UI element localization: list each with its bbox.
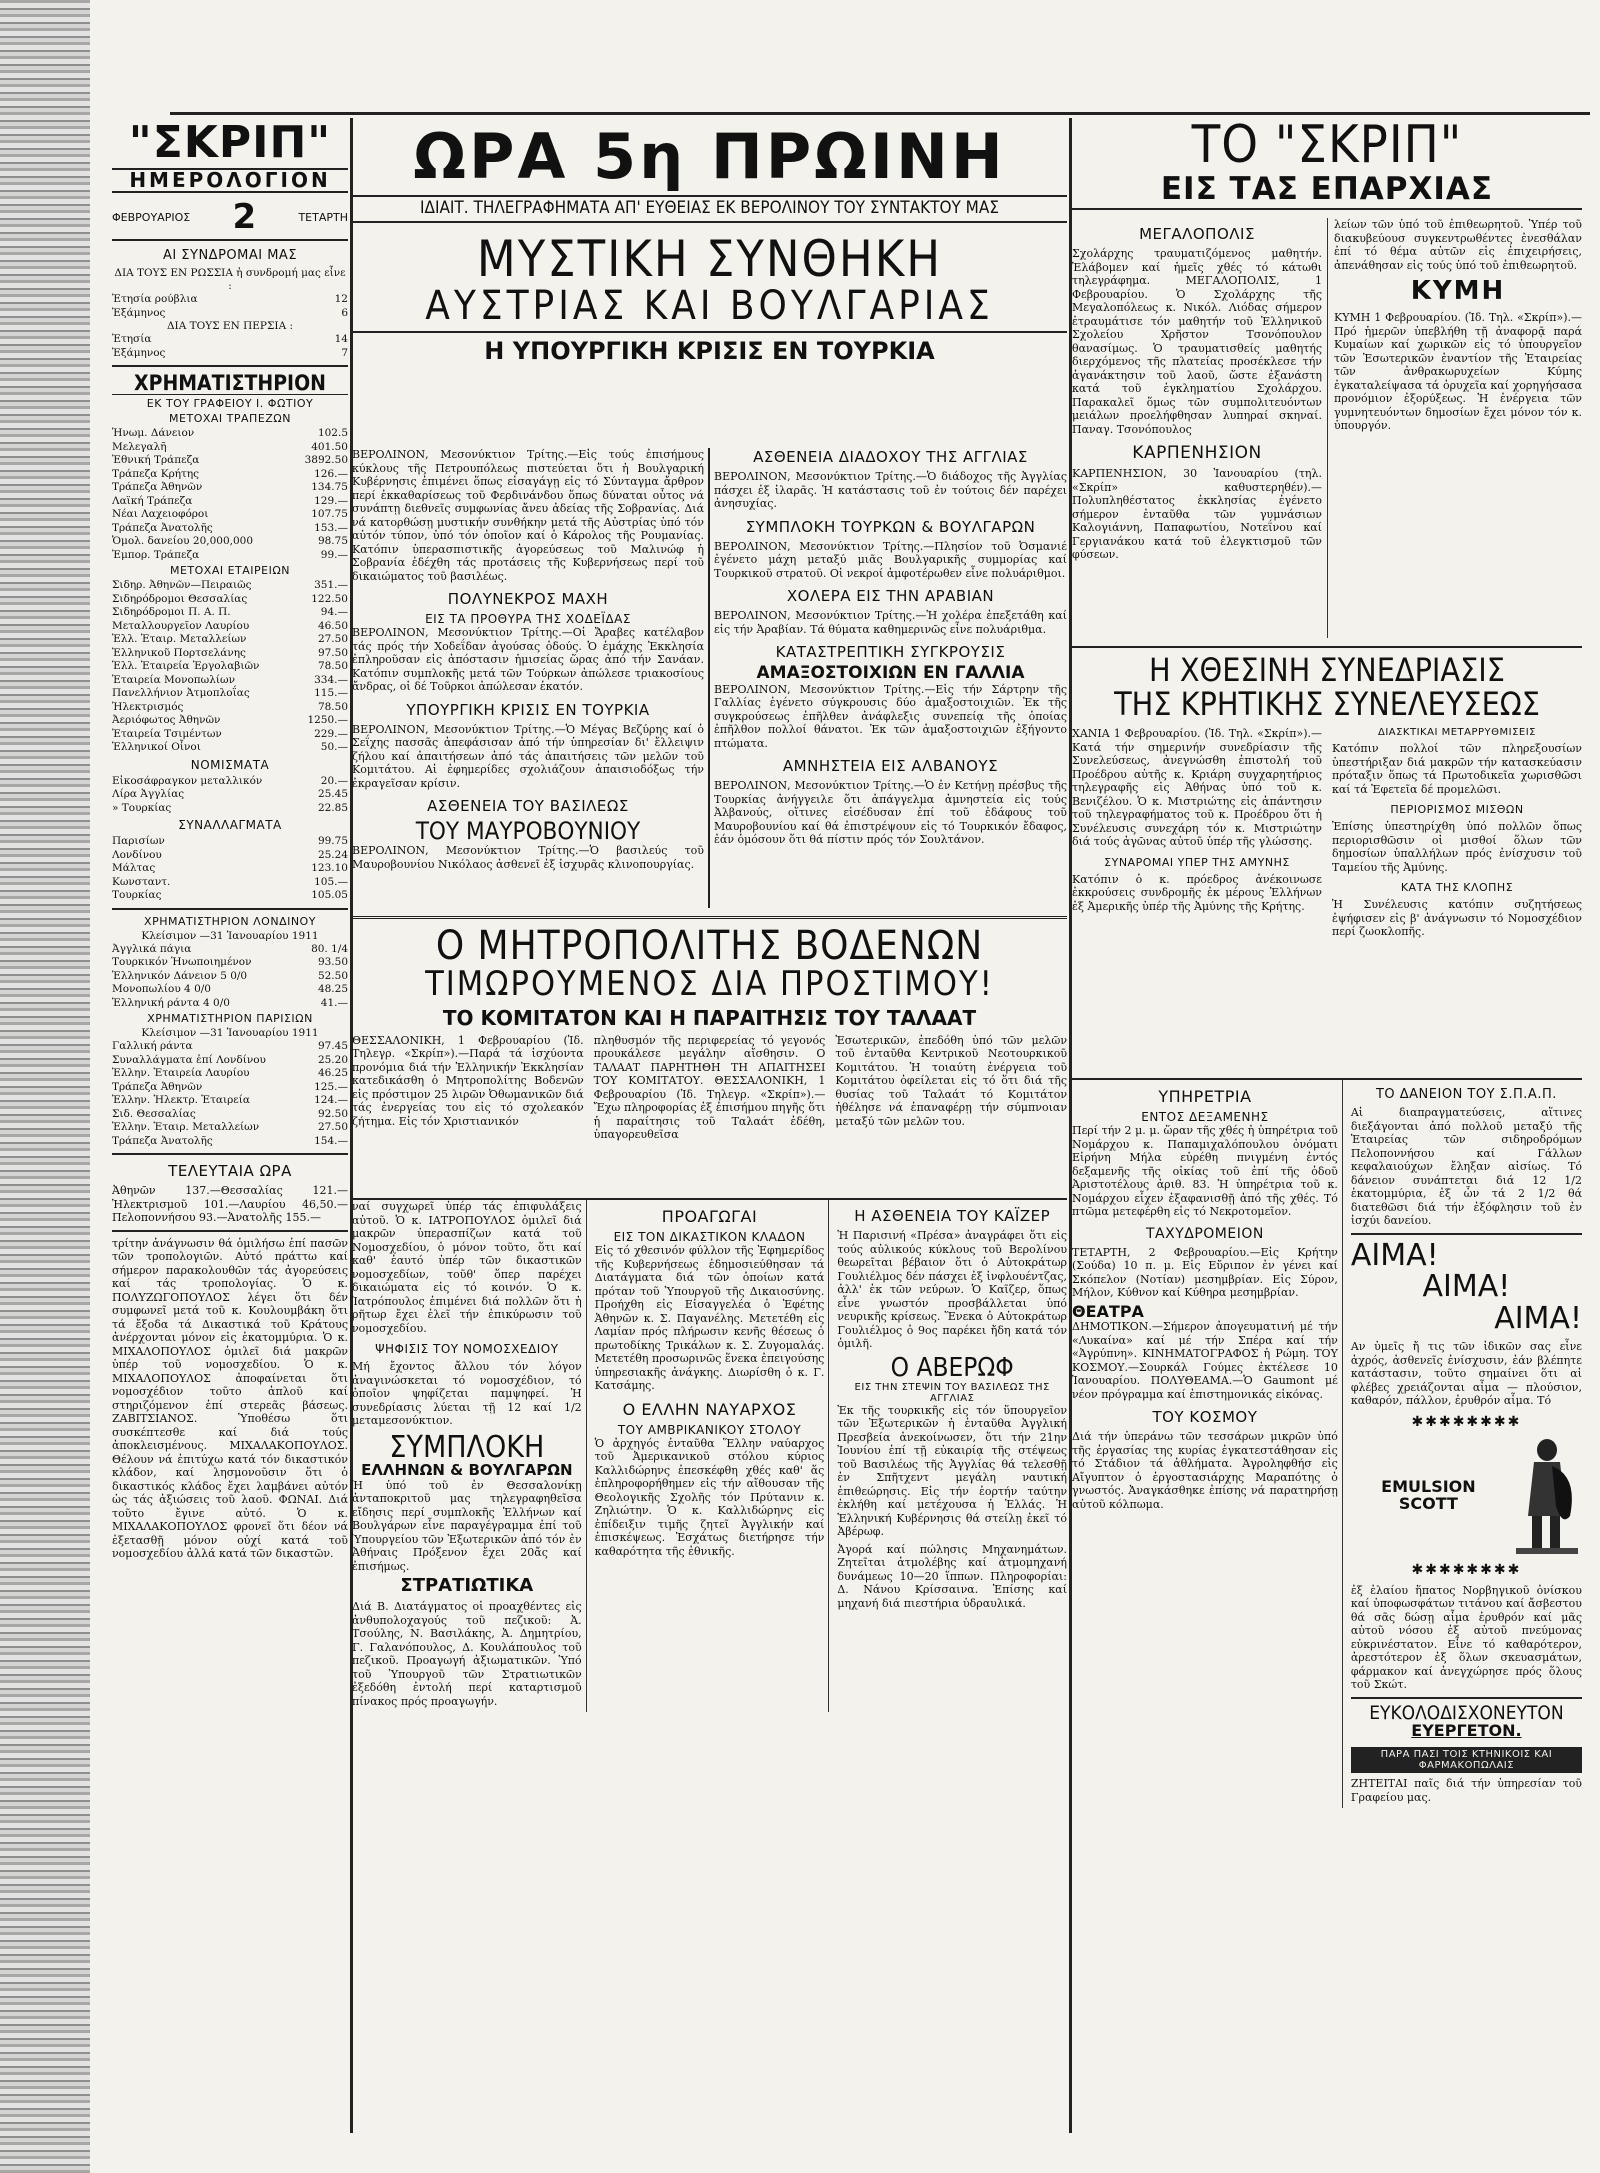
price-row: [112, 454, 348, 468]
price-value: 334.—: [314, 673, 348, 686]
price-row: [112, 1121, 348, 1135]
price-label: Νέαι Λαχειοφόροι: [112, 508, 209, 521]
promotions-subtitle: ΕΙΣ ΤΟΝ ΔΙΚΑΣΤΙΚΟΝ ΚΛΑΔΟΝ: [613, 1230, 806, 1244]
price-label: Μονοπωλίου 4 0/0: [112, 983, 211, 996]
metropolitan-text-1: ΘΕΣΣΑΛΟΝΙΚΗ, 1 Φεβρουαρίου (Ἰδ. Τηλεγρ. «Σκρίπ»).—Παρά τά ἰσχύοντα προνόμια διά τήν Ἑλληνικήν Ἐκκλησίαν κατεδικάσθη ὁ Μητροπολίτης Βοδενῶν εἰς πρόστιμον 25 λιρῶν Ὀθωμανικῶν διά τάς ἐνεργείας του εἰς τό σχολεακόν ζήτημα. Εἰς τόν Χριστιανικόν: [352, 1033, 584, 1128]
subscriptions-title: ΑΙ ΣΥΝΔΡΟΜΑΙ ΜΑΣ: [162, 248, 298, 264]
metropolitan-block: [352, 916, 1067, 1146]
price-value: 125.—: [314, 1080, 348, 1093]
reforms-text: Κατόπιν πολλοί τῶν πληρεξουσίων ὑπεστήριξαν διά μακρῶν τήν κατασκεύασιν πρόταξιν ὅπως τά Πρωτοδικεῖα χωρισθῶσι καί τά Ἐφετεῖα δέ προμελῶσι.: [1332, 742, 1582, 796]
price-value: 80. 1/4: [311, 942, 348, 955]
train-crash-subtitle: ΑΜΑΞΟΣΤΟΙΧΙΩΝ ΕΝ ΓΑΛΛΙΑ: [756, 663, 1025, 683]
price-row: [112, 983, 348, 997]
parliament-text: τρίτην ἀνάγνωσιν θά ὁμιλήσω ἐπί πασῶν τῶν τροπολογιῶν. Αὐτό πράττω καί σήμερον παρακολουθῶν τάς ἀγορεύσεις καί τάς τροπολογίας. Ὁ κ. ΠΟΛΥΖΩΓΟΠΟΥΛΟΣ λέγει ὅτι δέν συμφωνεῖ μετά τοῦ κ. Κουλουμβάκη ὅτι τά ἔξοδα τά Δικαστικά τοῦ Κράτους ἀνέρχονται μόνον εἰς ἑκατομμύρια. Ὁ κ. ΜΙΧΑΛΟΠΟΥΛΟΣ ὁμιλεῖ διά μακρῶν ὑπέρ τοῦ νομοσχεδίου. Ὁ κ. ΜΙΧΑΛΟΠΟΥΛΟΣ ἀποφαίνεται ὅτι νομοσχέδιον τοῦτο ἁπλοῦ καί στηριζόμενον ἐπί στερεᾶς βάσεως. ΖΑΒΙΤΣΙΑΝΟΣ. Ὑποθέσω ὅτι συσκέπτεσθε καί διά τούς ἀποκλεισμένους. ΜΙΧΑΛΑΚΟΠΟΥΛΟΣ. Θέλουν νά ἐπιτύχω κατά τόν δικαστικόν κλάδον, καί λησμονοῦσιν ὅτι ὁ δικαστικός κλάδος ἔχει λαμβάνει αὐτόν ὡς τάς ἀξιώσεις τοῦ λαοῦ. ΦΩΝΑΙ. Διά τοῦτο ἔγινε αὐτό. Ὁ κ. ΜΙΧΑΛΑΚΟΠΟΥΛΟΣ φρονεῖ ὅτι δέον νά ἐξετασθῇ μόνον οὐχί κατά τοῦ νομοσχεδίου ἀλλά κατά τῶν δικαστῶν.: [112, 1236, 348, 1561]
coins-table: [112, 775, 348, 816]
price-value: 25.45: [317, 788, 348, 801]
cholera-text: ΒΕΡΟΛΙΝΟΝ, Μεσονύκτιον Τρίτης.—Ἡ χολέρα ἐπεξετάθη καί εἰς τήν Ἀραβίαν. Τά θύματα καθημερινῶς εἶνε πολυάριθμα.: [714, 609, 1067, 636]
calendar-subtitle: ΗΜΕΡΟΛΟΓΙΟΝ: [112, 168, 348, 193]
scott-ad-text: ἐξ ἐλαίου ἥπατος Νορβηγικοῦ ὀνίσκου καί ὑποφωσφάτων τιτάνου καί ἄσβεστου θά σᾶς δώσῃ αἷμα ἐρυθρόν καί μᾶς αὐτοῦ νόσου ἐξ αὐτοῦ πνεύμονας εὐκρινέστατον. Εἶνε τό καθαρότερον, ἀρεστότερον ἐξ ὅλων σκευασμάτων, φάρμακον καί ἀνεγχώρησε πρός ὅλους τοῦ Σκώτ.: [1350, 1583, 1582, 1691]
ad-blood-3: ΑΙΜΑ!: [1494, 1300, 1582, 1336]
price-row: [112, 606, 348, 620]
metropolitan-text-3: Ἐσωτερικῶν, ἐπεδόθη ὑπό τῶν μελῶν τοῦ ἐνταῦθα Κεντρικοῦ Νεοτουρκικοῦ Κομιτάτου. Ἡ τοιαύτη ἐνέργεια τοῦ Κομιτάτου ὀφείλεται εἰς τό ὅτι διά τῆς θυσίας τοῦ Ταλαάτ τό Κομιτάτον ἠθέλησε νά ἐπαναφέρῃ τήν σύμπνοιαν μεταξύ τῶν μελῶν του.: [835, 1033, 1067, 1128]
post-text: ΤΕΤΑΡΤΗ, 2 Φεβρουαρίου.—Εἰς Κρήτην (Σούδα) 10 π. μ. Εἰς Εὔριπον ἐν γένει καί Σκόπελον (Νοτίαν) μεσημβρίαν. Εἰς Σύρον, Μήλον, Κύθνον καί Κύθηρα μεσημβρίαν.: [1072, 1245, 1338, 1299]
amnesty-title: ΑΜΝΗΣΤΕΙΑ ΕΙΣ ΑΛΒΑΝΟΥΣ: [782, 757, 999, 776]
promotions-title: ΠΡΟΑΓΩΓΑΙ: [661, 1207, 758, 1226]
admiral-text: Ὁ ἀρχηγός ἐνταῦθα Ἕλλην ναύαρχος τοῦ Ἀμερικανικοῦ στόλου κύριος Καλλιδώρηνς ἐπεσκέφθη χθές καθ' ἅς ἐπληροφορήθημεν εἰς τήν αἴθουσαν τῆς Θεολογικῆς Σχολῆς τόν Πρύτανιν κ. Ζηλιώτην. Ὁ κ. Καλλιδώρηνς εἰς ἐπίδειξιν τιμῆς ζητεῖ Ἀγγλικήν καί ἐπισκέψεως. Ἐσχάτως διετήρησε τήν καθαρότητα τῆς ἐθνικῆς.: [594, 1436, 825, 1558]
price-value: 14: [334, 333, 348, 346]
price-label: Ἑταιρεία Μονοπωλίων: [112, 673, 235, 686]
price-label: Ἑλληνική ράντα 4 0/0: [112, 996, 230, 1009]
price-value: 105.—: [314, 875, 348, 888]
lower-col-1: [352, 1200, 587, 1712]
price-value: 46.50: [317, 619, 348, 632]
price-row: [112, 1040, 348, 1054]
provinces-lower-right: [1351, 1080, 1582, 1808]
main-headline: ΩΡΑ 5η ΠΡΩΙΝΗ: [413, 120, 1006, 193]
price-label: Ἐτησία: [112, 333, 152, 346]
headline-metropolitan: Ο ΜΗΤΡΟΠΟΛΙΤΗΣ ΒΟΔΕΝΩΝ: [435, 923, 984, 969]
price-row: [112, 481, 348, 495]
provinces-news: [1072, 218, 1582, 638]
theatres-title: ΘΕΑΤΡΑ: [1072, 1301, 1144, 1321]
price-label: Ἀεριόφωτος Ἀθηνῶν: [112, 714, 221, 727]
price-label: Ἑλλην. Ἑταιρεία Λαυρίου: [112, 1067, 250, 1080]
price-label: Μεταλλουργεῖον Λαυρίου: [112, 619, 250, 632]
maid-title: ΥΠΗΡΕΤΡΙΑ: [1158, 1087, 1252, 1106]
promotions-text: Εἰς τό χθεσινόν φύλλον τῆς Ἐφημερίδος τῆς Κυβερνήσεως ἐδημοσιεύθησαν τά Διατάγματα διά τῶν ὁποίων κατά πρόταν τοῦ Ὑπουργοῦ τῆς Δικαιοσύνης. Προήχθη εἰς Εἰσαγγελέα ὁ Ἐφέτης Ἀθηνῶν κ. Σ. Παγανέλης. Μετετέθη εἰς Λαμίαν πρός πλήρωσιν κενῆς θέσεως ὁ πρωτοδίκης Τρικάλων κ. Σ. Ζυγομαλάς. Μετετέθη προσωρινῶς ἕνεκα ἐπειγούσης ὑπηρεσιακῆς ἀνάγκης. Διωρίσθη ὁ κ. Γ. Κατσάμης.: [594, 1244, 825, 1392]
subscriptions-russia: ΔΙΑ ΤΟΥΣ ΕΝ ΡΩΣΣΙΑ ἡ συνδρομή μας εἶνε :: [114, 267, 346, 293]
cretan-text: ΧΑΝΙΑ 1 Φεβρουαρίου. (Ἰδ. Τηλ. «Σκρίπ»).—Κατά τήν σημερινήν συνεδρίασιν τῆς Συνελεύσεως, ἀνεγνώσθη ἐπιστολή τοῦ Προέδρου αὐτῆς κ. Κριάρη συγχαρητήριος τηλεγραφῆς εἰς Ἀθήνας ὑπό τοῦ κ. Βενιζέλου. Ὁ κ. Μιστριώτης εἰς ἀπάντησιν τοῦ τηλεγραφήματος τοῦ κ. Προέδρου ὅτι ἡ Συνέλευσις συνεχάρη τόν κ. Μιστριώτην διά τούς ἀγῶνας αὐτοῦ ὑπέρ τῆς γλώσσης.: [1072, 727, 1322, 849]
banks-title: ΜΕΤΟΧΑΙ ΤΡΑΠΕΖΩΝ: [169, 412, 291, 426]
london-title: ΧΡΗΜΑΤΙΣΤΗΡΙΟΝ ΛΟΝΔΙΝΟΥ: [144, 914, 316, 928]
price-value: 122.50: [311, 592, 348, 605]
price-row: [112, 788, 348, 802]
theatres-text: ΔΗΜΟΤΙΚΟΝ.—Σήμερον ἀπογευματινή μέ τήν «Λυκαίνα» καί μέ τήν Σπέρα καί τήν «Ἀγρύπνη». ΚΙΝΗΜΑΤΟΓΡΑΦΟΣ ἡ Ρώμη. ΤΟΥ ΚΟΣΜΟΥ.—Σουρκάλ Γούμες ἐκτέλεσε 10 Ἰανουαρίου. ΠΟΛΥΘΕΑΜΑ.—Ὁ Gaumont μέ νέον πρόγραμμα καί ἐπιστημονικάς εἰκόνας.: [1072, 1320, 1338, 1401]
king-illness-title: ΑΣΘΕΝΕΙΑ ΤΟΥ ΒΑΣΙΛΕΩΣ: [427, 797, 629, 815]
price-label: Εἰκοσάφραγκον μεταλλικόν: [112, 774, 263, 787]
price-row: [112, 1135, 348, 1149]
cretan-right: [1332, 727, 1582, 943]
price-label: Ἑλλ. Ἑταιρεία Ἐργολαβιῶν: [112, 660, 260, 673]
telegrams-left: [352, 448, 704, 875]
price-value: 97.45: [317, 1040, 348, 1053]
price-row: [112, 728, 348, 742]
amnesty-text: ΒΕΡΟΛΙΝΟΝ, Μεσονύκτιον Τρίτης.—Ὁ ἐν Κετήνῃ πρέσβυς τῆς Τουρκίας ἀνήγγειλε ὅτι ἀπάγγελμα ἀμνηστεία εἰς τούς Ἀλβανούς, οἵτινες εἰσέδυσαν ἐπί τοῦ ἐδάφους τοῦ Μαυροβουνίου καί θά ἐπιστρέψουν εἰς τό Τουρκικόν ἔδαφος, ἐάν ὁμόσουν ὅτι θά πίστιν πρός τόν Σουλτάνον.: [714, 779, 1067, 847]
headline-talaat: ΤΟ ΚΟΜΙΤΑΤΟΝ ΚΑΙ Η ΠΑΡΑΙΤΗΣΙΣ ΤΟΥ ΤΑΛΑΑΤ: [442, 1005, 977, 1030]
main-subheadline: ΙΔΙΑΙΤ. ΤΗΛΕΓΡΑΦΗΜΑΤΑ ΑΠ' ΕΥΘΕΙΑΣ ΕΚ ΒΕΡΟΛΙΝΟΥ ΤΟΥ ΣΥΝΤΑΚΤΟΥ ΜΑΣ: [352, 195, 1067, 223]
subscriptions-persia: ΔΙΑ ΤΟΥΣ ΕΝ ΠΕΡΣΙΑ :: [166, 320, 294, 333]
prince-illness-title: ΑΣΘΕΝΕΙΑ ΔΙΑΔΟΧΟΥ ΤΗΣ ΑΓΓΛΙΑΣ: [753, 448, 1028, 466]
price-row: [112, 970, 348, 984]
treaty-text: ΒΕΡΟΛΙΝΟΝ, Μεσονύκτιον Τρίτης.—Εἰς τούς ἐπισήμους κύκλους τῆς Πετρουπόλεως πιστεύεται ὅτι ἡ Βουλγαρική Κυβέρνησις ἐπιμένει ὅπως εἰσαγάγῃ εἰς τό Σύνταγμα ἄρθρον περί ἐκκαθαρίσεως τοῦ Φερδινάνδου ὅπως δύναται οὗτος νά συνάπτῃ διεθνεῖς συμφωνίας ἄνευ ἀδείας τῆς Σοβρανίας. Διά νά κατορθώσῃ μυστικήν συνθήκην μετά τῆς Αὐστρίας ὑπό τόν αὐτόν τύπον, ὑπό τόν ὁποῖον καί ὁ Κάρολος τῆς Ρουμανίας. Κατόπιν ὑπερασπιστικῆς ἀγορεύσεως τοῦ Μαλινώφ ἡ Σοβρανία ἐδέχθη τάς προτάσεις τῆς Κυβερνήσεως περί τοῦ δικαιώματος τοῦ βασιλέως.: [352, 448, 704, 583]
london-table: [112, 943, 348, 1011]
price-row: [112, 687, 348, 701]
price-value: 126.—: [314, 467, 348, 480]
price-row: [112, 775, 348, 789]
price-label: Συναλλάγματα ἐπί Λονδίνου: [112, 1053, 266, 1066]
provinces-lower: [1072, 1078, 1582, 1808]
megalopolis-title: ΜΕΓΑΛΟΠΟΛΙΣ: [1139, 225, 1255, 243]
calendar-date: [112, 195, 348, 241]
provinces-title: ΤΟ "ΣΚΡΙΠ": [1191, 118, 1463, 175]
karpenisi-text: ΚΑΡΠΕΝΗΣΙΟΝ, 30 Ἰανουαρίου (τηλ. «Σκρίπ» καθυστερηθέν).—Πολυπληθέστατος ἐκκλησίας ἐγένετο σήμερον ἐνταῦθα τῶν γυμνάσιων Καλογιάννη, Παπαφωτίου, Νοτεΐνου καί Γεργιανάκου κατά τοῦ ἐλεγκτισμοῦ τῶν φύσεων.: [1072, 467, 1322, 561]
cretan-headline-2: ΤΗΣ ΚΡΗΤΙΚΗΣ ΣΥΝΕΛΕΥΣΕΩΣ: [1114, 684, 1540, 723]
price-label: Σιδ. Θεσσαλίας: [112, 1107, 196, 1120]
ad-blood-2: ΑΙΜΑ!: [1422, 1269, 1511, 1304]
ad-ornament-2: ✱✱✱✱✱✱✱✱: [1411, 1561, 1522, 1578]
fx-title: ΣΥΝΑΛΛΑΓΜΑΤΑ: [178, 818, 282, 833]
scott-brand-2: SCOTT: [1398, 1493, 1458, 1513]
theft-text: Ἡ Συνέλευσις κατόπιν συζητήσεως ἐψήφισεν εἰς β' ἀνάγνωσιν τό Νομοσχέδιον περί ζωοκλοπῆς.: [1332, 898, 1582, 939]
vote-text: Μή ἔχοντος ἄλλου τόν λόγον ἀναγινώσκεται τό νομοσχέδιον, τό ὁποῖον ψηφίζεται παμψηφεί. Ἡ συνεδρίασις λύεται τῇ 12 καί 1/2 μεταμεσονύκτιον.: [352, 1360, 582, 1427]
cretan-left: [1072, 727, 1322, 943]
fisherman-figure-icon: [1512, 1436, 1582, 1556]
world-title: ΤΟΥ ΚΟΣΜΟΥ: [1152, 1408, 1258, 1427]
military-title: ΣΤΡΑΤΙΩΤΙΚΑ: [400, 1575, 534, 1597]
clash-title: ΣΥΜΠΛΟΚΗ ΤΟΥΡΚΩΝ & ΒΟΥΛΓΑΡΩΝ: [745, 517, 1036, 536]
price-value: 41.—: [320, 996, 348, 1009]
price-row: [112, 1054, 348, 1068]
price-value: 105.05: [311, 889, 348, 902]
salaries-title: ΠΕΡΙΟΡΙΣΜΟΣ ΜΙΣΘΩΝ: [1390, 803, 1524, 817]
price-row: [112, 741, 348, 755]
headline-secret-treaty: ΜΥΣΤΙΚΗ ΣΥΝΘΗΚΗ: [476, 229, 943, 288]
cretan-columns: [1072, 727, 1582, 943]
price-value: 94.—: [320, 606, 348, 619]
price-row: [112, 701, 348, 715]
price-row: [112, 593, 348, 607]
column-provinces: [1072, 118, 1582, 2133]
maid-text: Περί τήν 2 μ. μ. ὥραν τῆς χθές ἡ ὑπηρέτρια τοῦ Νομάρχου κ. Παπαμιχαλόπουλου ὀνόματι Εἰρήνη Μήλα εὑρέθη πνιγμένη ἐντός δεξαμενῆς τῆς οἰκίας τοῦ ἐπί τῆς ὁδοῦ Ἀριστοτέλους ἀριθ. 83. Ἡ ὑπηρέτρια τοῦ κ. Νομάρχου εἶχεν ἐξαφανισθῇ ἀπό τῆς χθές. Τό πτῶμα μετεφέρθη εἰς τό Νεκροτομεῖον.: [1072, 1124, 1338, 1218]
digestible-text: ΠΑΡΑ ΠΑΣΙ ΤΟΙΣ ΚΤΗΝΙΚΟΙΣ ΚΑΙ ΦΑΡΜΑΚΟΠΩΛΑΙΣ: [1351, 1747, 1582, 1773]
defense-title: ΣΥΝΑΡΟΜΑΙ ΥΠΕΡ ΤΗΣ ΑΜΥΝΗΣ: [1104, 855, 1290, 869]
price-label: Ἑξάμηνος: [112, 346, 166, 359]
companies-title: ΜΕΤΟΧΑΙ ΕΤΑΙΡΕΙΩΝ: [169, 564, 291, 578]
london-date: Κλείσιμον —31 Ἰανουαρίου 1911: [141, 929, 319, 942]
exchange-subtitle: ΕΚ ΤΟΥ ΓΡΑΦΕΙΟΥ Ι. ΦΩΤΙΟΥ: [146, 397, 314, 411]
price-value: 98.75: [317, 535, 348, 548]
price-value: 7: [341, 346, 348, 359]
price-label: Σιδηρόδρομοι Π. Α. Π.: [112, 606, 231, 619]
price-row: [112, 802, 348, 816]
price-value: 154.—: [314, 1134, 348, 1147]
turkey-crisis-text: ΒΕΡΟΛΙΝΟΝ, Μεσονύκτιον Τρίτης.—Ὁ Μέγας Βεζύρης καί ὁ Σεΐχης πασσᾶς ἀπεφάσισαν ἀπό τήν ὑπηρεσίαν δι' ἔλλειψιν ζήλου καί ἀπαιτήσεων ἀπό τάς ἀπαιτήσεις τῶν μελῶν τοῦ Κομιτάτου. Αἱ ἐφημερίδες σχολιάζουν ἀπαισιοδόξως τήν ἐκραγεῖσαν κρίσιν.: [352, 722, 704, 790]
headline-austria-bulgaria: ΑΥΣΤΡΙΑΣ ΚΑΙ ΒΟΥΛΓΑΡΙΑΣ: [352, 285, 1067, 333]
price-label: Μάλτας: [112, 862, 156, 875]
price-value: 129.—: [314, 494, 348, 507]
price-value: 3892.50: [304, 454, 348, 467]
price-row: [112, 579, 348, 593]
price-value: 27.50: [317, 1121, 348, 1134]
averof-text: Ἐκ τῆς τουρκικῆς εἰς τόν ὕπουργεῖον τῶν Ἐξωτερικῶν ἡ ἐνταῦθα Ἀγγλική Πρεσβεία ἀνεκοίνωσεν, ὅτι τήν 21ην Ἰουνίου ἐπί τῇ εὐκαιρίᾳ τῆς στέψεως τοῦ Βασιλέως τῆς Ἀγγλίας θά τελεσθῇ ἐν Σπῆτχεντ μεγάλη ναυτική ἐπιθεώρησις. Εἰς τήν ἑορτήν ταύτην ἐκλήθη καί μετέχουσα ἡ Ἑλλάς. Ἡ Ἑλληνική Κυβέρνησις θά στείλῃ ἐκεῖ τό Ἀβέρωφ.: [837, 1403, 1067, 1539]
turkey-crisis-title: ΥΠΟΥΡΓΙΚΗ ΚΡΙΣΙΣ ΕΝ ΤΟΥΡΚΙΑ: [406, 700, 650, 719]
loan-text: Αἱ διαπραγματεύσεις, αἵτινες διεξάγονται ἀπό πολλοῦ μεταξύ τῆς Ἑταιρείας τῶν σιδηροδρόμων Πελοποννήσου καί Γάλλων κεφαλαιούχων ἔληξαν αἰσίως. Τό δάνειον συνάπτεται διά 12 1/2 ἑκατομμύρια, ἐξ ὧν τά 2 1/2 θά διατεθῶσι διά τήν ἐξόφλησιν τοῦ ἐν ἰσχύι δανείου.: [1350, 1106, 1582, 1227]
price-label: Ἀγγλικά πάγια: [112, 942, 192, 955]
digestible-subtitle: ΕΥΕΡΓΕΤΟΝ.: [1411, 1721, 1522, 1741]
headline-fined: ΤΙΜΩΡΟΥΜΕΝΟΣ ΔΙΑ ΠΡΟΣΤΙΜΟΥ!: [425, 964, 994, 1004]
price-label: Ὁμολ. δανείου 20,000,000: [112, 535, 254, 548]
prince-illness-text: ΒΕΡΟΛΙΝΟΝ, Μεσονύκτιον Τρίτης.—Ὁ διάδοχος τῆς Ἀγγλίας πάσχει ἐξ ἰλαρᾶς. Ἡ κατάστασις τοῦ ἐν τούτοις δέν παρέχει ἀνησυχίας.: [714, 470, 1067, 510]
price-value: 102.5: [317, 427, 348, 440]
last-hour-title: ΤΕΛΕΥΤΑΙΑ ΩΡΑ: [168, 1162, 292, 1181]
price-row: [112, 674, 348, 688]
ad-ornament: ✱✱✱✱✱✱✱✱: [1411, 1413, 1522, 1430]
digestible-title: ΕΥΚΟΛΟΔΙΣΧΟΝΕΥΤΟΝ: [1369, 1701, 1564, 1724]
cretan-headline-1: Η ΧΘΕΣΙΝΗ ΣΥΝΕΔΡΙΑΣΙΣ: [1149, 651, 1505, 689]
price-value: 401.50: [311, 440, 348, 453]
price-row: [112, 495, 348, 509]
price-label: Ἐμπορ. Τράπεζα: [112, 548, 200, 561]
column-stock-exchange: [112, 118, 348, 2133]
cretan-assembly-block: [1072, 646, 1582, 943]
price-label: Παρισίων: [112, 835, 165, 848]
price-value: 99.75: [317, 835, 348, 848]
karpenisi-title: ΚΑΡΠΕΝΗΣΙΟΝ: [1132, 443, 1262, 463]
machinery-text: Ἀγορά καί πώλησις Μηχανημάτων. Ζητεῖται ἀτμολέβης καί ἀτμομηχανή δυνάμεως 10—20 ἵππων. Πληροφορίαι: Δ. Νάνου Κρίσσαινα. Ἐπίσης καί μηχανή διά πιεστήρια ὑδραυλικά.: [837, 1542, 1067, 1610]
battle-subtitle: ΕΙΣ ΤΑ ΠΡΟΘΥΡΑ ΤΗΣ ΧΟΔΕΪΔΑΣ: [425, 612, 631, 626]
price-row: [112, 1108, 348, 1122]
price-value: 48.25: [317, 983, 348, 996]
king-illness-text: ΒΕΡΟΛΙΝΟΝ, Μεσονύκτιον Τρίτης.—Ὁ βασιλεύς τοῦ Μαυροβουνίου Νικόλαος ἀσθενεῖ ἐξ ἰσχυρᾶς κλινοπουργίας.: [352, 844, 704, 871]
price-row: [112, 508, 348, 522]
calendar-title: "ΣΚΡΙΠ": [128, 118, 332, 168]
loan-title: ΤΟ ΔΑΝΕΙΟΝ ΤΟΥ Σ.Π.Α.Π.: [1375, 1087, 1557, 1102]
price-row: [112, 347, 348, 361]
kymi-text: ΚΥΜΗ 1 Φεβρουαρίου. (Ἰδ. Τηλ. «Σκρίπ»).—Πρό ἡμερῶν ὑπεβλήθη τῇ ἀναφορᾷ παρά Κυμαίων καί χωρικῶν εἰς τό ὑπουργεῖον τῶν Ἐσωτερικῶν ἐναντίον τῆς Ἑταιρείας τῶν ἀνθρακωρυχείων Κύμης ἐγκαταλείψασα τά ὀρυχεῖα καί χορηγήσασα προνόμιον ἐξορύξεως. Ἡ ἐνέργεια τῶν γυμνητευόντων δημοσίων ἔχει μόνον τόν κ. ὑπουργόν.: [1334, 311, 1582, 433]
price-label: Γαλλική ράντα: [112, 1040, 193, 1053]
debate-text: ναί συγχωρεῖ ὑπέρ τάς ἐπιφυλάξεις αὐτοῦ. Ὁ κ. ΙΑΤΡΟΠΟΥΛΟΣ ὁμιλεῖ διά μακρῶν ὑπερασπίζων κατά τοῦ Νομοσχεδίου, ὁ μόνον τοῦτο, ὅτι καί καθ' ἑαυτό ὑπέρ τῶν δικαστικῶν νομοσχεδίων, τοῦθ' ὅπερ παρέχει δικαιώματα εἰς τό κοινόν. Ὁ κ. Ἰατρόπουλος ἐπιμένει διά πολλῶν ὅτι ἡ ρῆτωρ ἔχει ἐλεῖ τήν ἐπικύρωσιν τοῦ νομοσχεδίου.: [352, 1200, 582, 1335]
price-value: 50.—: [320, 741, 348, 754]
price-row: [112, 441, 348, 455]
price-row: [112, 849, 348, 863]
reforms-title: ΔΙΑΣΚΤΙΚΑΙ ΜΕΤΑΡΡΥΘΜΙΣΕΙΣ: [1377, 727, 1536, 739]
price-label: Κωνσταντ.: [112, 875, 171, 888]
clash2-subtitle: ΕΛΛΗΝΩΝ & ΒΟΥΛΓΑΡΩΝ: [361, 1461, 573, 1479]
price-value: 6: [341, 306, 348, 319]
price-value: 27.50: [317, 633, 348, 646]
price-label: Τράπεζα Ἀνατολῆς: [112, 521, 213, 534]
price-row: [112, 876, 348, 890]
price-label: Σιδηρ. Ἀθηνῶν—Πειραιῶς: [112, 579, 252, 592]
price-row: [112, 997, 348, 1011]
calendar-day: 2: [232, 197, 257, 238]
world-text: Διά τήν ὑπεράνω τῶν τεσσάρων μικρῶν ὑπό τῆς ἐργασίας της κυρίας ἐγκατεστάθησαν εἰς τό Στάδιον τά ἀθλήματα. Ἀγροληφθήσ εἰς Αἴγυπτον ὁ ἐργοστασιάρχης Μαραπότης ὁ γνωστός. Ἀναγκάσθηκε ἐπίσης νά παρατηρήσῃ αὐτοῦ κόλπωμα.: [1072, 1430, 1338, 1511]
price-row: [112, 522, 348, 536]
averof-subtitle: ΕΙΣ ΤΗΝ ΣΤΕΨΙΝ ΤΟΥ ΒΑΣΙΛΕΩΣ ΤΗΣ ΑΓΓΛΙΑΣ: [854, 1381, 1050, 1404]
price-label: Ἠλεκτρισμός: [112, 700, 184, 713]
scott-ad: [1351, 1436, 1582, 1556]
price-label: Ἐταιρεία Τσιμέντων: [112, 727, 222, 740]
inspector-text: λείων τῶν ὑπό τοῦ ἐπιθεωρητοῦ. Ὑπέρ τοῦ διακυβεύουσ συγκεντρωθέντες ἐνεσθάλαν ἐπί τό θέμα αὐτῶν εἰς ἐπιχειρήσεις, ἀπενάθησαν εἰς τούς ὑπό τοῦ ἐπιθεωρητοῦ.: [1334, 218, 1582, 272]
metropolitan-text-2: πληθυσμόν τῆς περιφερείας τό γεγονός προυκάλεσε μεγάλην αἴσθησιν. Ο ΤΑΛΑΑΤ ΠΑΡΗΤΗΘΗ ΤΗ ΑΠΑΙΤΗΣΕΙ ΤΟΥ ΚΟΜΙΤΑΤΟΥ. ΘΕΣΣΑΛΟΝΙΚΗ, 1 Φεβρουαρίου (Ἰδ. Τηλεγρ. «Σκρίπ»).—Ἔχω πληροφορίας ἐξ ἐπισήμου πηγῆς ὅτι ἡ παραίτησις τοῦ Ταλαάτ ἐδέθη, ὑπαγορευθεῖσα: [593, 1033, 826, 1142]
price-row: [112, 714, 348, 728]
subscriptions-list: [112, 293, 348, 320]
price-value: 124.—: [314, 1094, 348, 1107]
price-label: Ἑξάμηνος: [112, 306, 166, 319]
price-label: Τράπεζα Ἀθηνῶν: [112, 1080, 203, 1093]
telegrams-block: [352, 448, 1067, 908]
price-row: [112, 620, 348, 634]
price-label: Ἑλληνικόν Δάνειον 5 0/0: [112, 969, 248, 982]
banks-table: [112, 427, 348, 562]
price-value: 153.—: [314, 521, 348, 534]
price-value: 12: [334, 293, 348, 306]
price-row: [112, 647, 348, 661]
price-value: 25.20: [317, 1053, 348, 1066]
top-rule: [170, 112, 1590, 115]
price-value: 20.—: [320, 774, 348, 787]
price-row: [112, 835, 348, 849]
price-row: [112, 1067, 348, 1081]
exchange-title: ΧΡΗΜΑΤΙΣΤΗΡΙΟΝ: [112, 372, 348, 395]
megalopolis-text: Σχολάρχης τραυματιζόμενος μαθητήν. Ἐλάβομεν καί ἡμεῖς χθές τό κάτωθι τηλεγράφημα. ΜΕΓΑΛΟΠΟΛΙΣ, 1 Φεβρουαρίου. Ὁ Σχολάρχης τῆς Μεγαλοπόλεως κ. Νικόλ. Λιόδας σήμερον ἐτραυμάτισε τόν μαθητήν τοῦ Ἑλληνικοῦ Σχολείου Χρῆστον Τσονόπουλον θανασίμως. Ὁ τραυματισθείς μαθητής διερχόμενος τῆς πλατείας προσέκλεσε τήν ἀγανάκτησιν τοῦ λαοῦ, ὥστε ἐξανάστη κατά τοῦ ἐγκληματίου Σχολάρχου. Παρακαλεῖ ὅμως τῶν συμπολιτευόντων μειάλων προελήφθησαν λυπηραί σκηναί. Παναγ. Τσονόπουλος: [1072, 247, 1322, 436]
price-row: [112, 889, 348, 903]
price-value: 22.85: [317, 801, 348, 814]
price-row: [112, 660, 348, 674]
price-label: Ἑλληνικοῦ Πορτσελάνης: [112, 646, 246, 659]
paris-title: ΧΡΗΜΑΤΙΣΤΗΡΙΟΝ ΠΑΡΙΣΙΩΝ: [147, 1012, 313, 1026]
salaries-text: Ἐπίσης ὑπεστηρίχθη ὑπό πολλῶν ὅπως περιορισθῶσιν οἱ μισθοί ὅλων τῶν δημοσίων ὑπαλλήλων πρός ἐνίσχυσιν τοῦ Ταμείου τῆς Ἀμύνης.: [1332, 820, 1582, 874]
wanted-text: ΖΗΤΕΙΤΑΙ παῖς διά τήν ὑπηρεσίαν τοῦ Γραφείου μας.: [1350, 1777, 1582, 1804]
price-label: Τράπεζα Ἀνατολῆς: [112, 1134, 213, 1147]
calendar-month: ΦΕΒΡΟΥΑΡΙΟΣ: [112, 210, 191, 224]
kaiser-title: Η ΑΣΘΕΝΕΙΑ ΤΟΥ ΚΑΪΖΕΡ: [854, 1207, 1051, 1225]
clash-text: ΒΕΡΟΛΙΝΟΝ, Μεσονύκτιον Τρίτης.—Πλησίον τοῦ Ὀσμανιέ ἐγένετο μάχη μεταξύ μιᾶς Βουλγαρικῆς συμμορίας καί Τουρκικοῦ στρατοῦ. Οἱ νεκροί ἀμφοτέρωθεν εἶνε πολυάριθμοι.: [714, 539, 1067, 580]
fx-table: [112, 835, 348, 903]
price-row: [112, 333, 348, 347]
price-value: 99.—: [320, 548, 348, 561]
price-value: 351.—: [314, 579, 348, 592]
price-label: Ἑλληνικοί Οἶνοι: [112, 741, 201, 754]
price-label: Λαϊκή Τράπεζα: [112, 494, 193, 507]
price-value: 134.75: [311, 481, 348, 494]
price-label: Τράπεζα Κρήτης: [112, 467, 200, 480]
price-label: Λονδίνου: [112, 848, 162, 861]
price-label: Λίρα Ἀγγλίας: [112, 788, 185, 801]
averof-title: Ο ΑΒΕΡΩΦ: [890, 1352, 1014, 1383]
king-illness-subtitle: ΤΟΥ ΜΑΥΡΟΒΟΥΝΙΟΥ: [415, 817, 641, 845]
price-value: 123.10: [311, 862, 348, 875]
price-row: [112, 633, 348, 647]
battle-text: ΒΕΡΟΛΙΝΟΝ, Μεσονύκτιον Τρίτης.—Οἱ Ἄραβες κατέλαβον τάς πρός τήν Χοδεΐδαν ἀγούσας ὁδούς. Ὁ ἐμάχης Ἐκκλησία ἐπληροῦσαν εἰς ἀπόστασιν ἡμισείας ὥρας ἀπό τήν Σανάαν. Κατόπιν συμπλοκῆς μετά τῶν Τούρκων ἀπώλεσε τριακοσίους ἄνδρας, οἱ δέ Τοῦρκοι ἀπώλεσαν ἑκατόν.: [352, 626, 704, 693]
price-label: Ἐτησία ρούβλια: [112, 293, 198, 306]
price-label: Σιδηρόδρομοι Θεσσαλίας: [112, 592, 248, 605]
provinces-lower-left: [1072, 1080, 1343, 1808]
price-row: [112, 956, 348, 970]
scott-brand-1: EMULSION: [1381, 1476, 1476, 1496]
price-row: [112, 1081, 348, 1095]
price-value: 78.50: [317, 660, 348, 673]
price-value: 229.—: [314, 727, 348, 740]
price-value: 25.24: [317, 848, 348, 861]
price-value: 97.50: [317, 646, 348, 659]
scanned-page-edge: [0, 0, 90, 2173]
price-row: [112, 549, 348, 563]
calendar-weekday: ΤΕΤΑΡΤΗ: [298, 210, 348, 224]
admiral-subtitle: ΤΟΥ ΑΜΒΡΙΚΑΝΙΚΟΥ ΣΤΟΛΟΥ: [617, 1422, 802, 1437]
price-label: Τουρκικόν Ἡνωποιημένον: [112, 956, 252, 969]
kaiser-text: Ἡ Παρισινή «Πρέσα» ἀναγράφει ὅτι εἰς τούς αὐλικούς κύκλους τοῦ Βερολίνου θεωρεῖται βέβαιον ὅτι ὁ Αὐτοκράτωρ Γουλιέλμος δέν πάσχει ἐξ ἰνφλουέντζας, ἀλλ' ἐκ τῶν νεύρων. Ὁ Καῖζερ, ὅπως εἶνε γνωστόν προσβάλλεται ὑπό νευρικῆς κρίσεως. Ἕνεκα ὁ Αὐτοκράτωρ Γουλιέλμος ὁ 9ος παρέκει ἤδη κατά τόν ὁμιλῆ.: [837, 1229, 1067, 1350]
kymi-title: ΚΥΜΗ: [1410, 276, 1506, 306]
clash2-text: Ἡ ὑπό τοῦ ἐν Θεσσαλονίκῃ ἀνταποκριτοῦ μας τηλεγραφηθεῖσα εἴδησις περί συμπλοκῆς Ἑλλήνων καί Βουλγάρων εἶνε παραγέγραμμα ἐπί τοῦ Ὑπουργείου τῶν Ἐξωτερικῶν ἀπό τόν ἐν Ἀθήναις Πρόξενον ἔχει 20ἄς καί ἐπισήμως.: [352, 1478, 582, 1573]
paris-table: [112, 1040, 348, 1148]
price-label: Ἡνωμ. Δάνειον: [112, 427, 195, 440]
price-label: Ἑλλ. Ἑταιρ. Μεταλλείων: [112, 633, 247, 646]
lower-col-2: [595, 1200, 830, 1712]
price-value: 107.75: [311, 508, 348, 521]
price-row: [112, 307, 348, 321]
companies-table: [112, 579, 348, 755]
price-row: [112, 293, 348, 307]
price-label: Ἑλλην. Ἠλεκτρ. Ἑταιρεία: [112, 1094, 250, 1107]
price-row: [112, 943, 348, 957]
train-crash-title: ΚΑΤΑΣΤΡΕΠΤΙΚΗ ΣΥΓΚΡΟΥΣΙΣ: [775, 643, 1006, 661]
cholera-title: ΧΟΛΕΡΑ ΕΙΣ ΤΗΝ ΑΡΑΒΙΑΝ: [786, 587, 995, 605]
price-row: [112, 1094, 348, 1108]
provinces-right: [1334, 218, 1582, 437]
theft-title: ΚΑΤΑ ΤΗΣ ΚΛΟΠΗΣ: [1400, 881, 1514, 895]
maid-subtitle: ΕΝΤΟΣ ΔΕΞΑΜΕΝΗΣ: [1141, 1110, 1269, 1124]
price-row: [112, 427, 348, 441]
ad-blood-text: Αν ὑμεῖς ἤ τις τῶν ἰδικῶν σας εἶνε ἀχρός, ἀσθενεῖς ἐνίσχυσιν, ἐάν βλέπητε κατάστασιν, τοῦτο σημαίνει ὅτι αἱ φλέβες χρειάζονται αἷμα — πλούσιον, καθαρόν, πάλλον, ἐρυθρόν αἷμα. Τό: [1350, 1340, 1582, 1407]
admiral-title: Ο ΕΛΛΗΝ ΝΑΥΑΡΧΟΣ: [622, 1399, 797, 1419]
lower-col-3: [837, 1200, 1067, 1712]
price-label: Μελεγαλῆ: [112, 440, 167, 453]
price-value: 78.50: [317, 700, 348, 713]
paris-date: Κλείσιμον —31 Ἰανουαρίου 1911: [141, 1027, 319, 1040]
clash2-title: ΣΥΜΠΛΟΚΗ: [389, 1429, 545, 1465]
price-value: 93.50: [317, 956, 348, 969]
telegrams-right: [714, 448, 1067, 851]
price-value: 52.50: [317, 969, 348, 982]
price-value: 1250.—: [307, 714, 348, 727]
vote-title: ΨΗΦΙΣΙΣ ΤΟΥ ΝΟΜΟΣΧΕΔΙΟΥ: [375, 1342, 559, 1356]
price-label: Ἐθνική Τράπεζα: [112, 454, 200, 467]
last-hour-text: Ἀθηνῶν 137.—Θεσσαλίας 121.—Ἠλεκτρισμοῦ 101.—Λαυρίου 46,50.—Πελοποννήσου 93.—Ἀνατολῆς 155.—: [112, 1184, 348, 1225]
price-row: [112, 468, 348, 482]
metropolitan-columns: [352, 1034, 1067, 1146]
ad-blood-1: ΑΙΜΑ!: [1350, 1237, 1439, 1273]
provinces-left: [1072, 218, 1322, 566]
price-row: [112, 862, 348, 876]
military-text: Διά Β. Διατάγματος οἱ προαχθέντες εἰς ἀνθυπολοχαγούς τοῦ πεζικοῦ: Ἀ. Τσούλης, Ν. Βασιλάκης, Ἀ. Δημητρίου, Γ. Γαλανόπουλος, Δ. Κουλάπουλος τοῦ πεζικοῦ. Προαγωγή ἀξιωματικῶν. Ὑπό τοῦ Ὑπουργοῦ τῶν Στρατιωτικῶν ἐξεδόθη ἐντολή περί καταρτισμοῦ πίνακος πρός προαγωγήν.: [352, 1600, 582, 1708]
price-label: » Τουρκίας: [112, 801, 172, 814]
price-label: Ἑλλην. Ἑταιρ. Μεταλλείων: [112, 1121, 260, 1134]
price-label: Πανελλήνιον Ἀτμοπλοΐας: [112, 687, 250, 700]
provinces-subtitle: ΕΙΣ ΤΑΣ ΕΠΑΡΧΙΑΣ: [1072, 173, 1582, 211]
defense-text: Κατόπιν ὁ κ. πρόεδρος ἀνέκοινωσε ἐκκρούσεις συνδρομῆς ἐκ μέρους Ἑλλήνων ἐξ Ἀμερικῆς ὑπέρ τῆς Ἀμύνης τῆς Κρήτης.: [1072, 872, 1322, 913]
price-value: 46.25: [317, 1067, 348, 1080]
battle-title: ΠΟΛΥΝΕΚΡΟΣ ΜΑΧΗ: [447, 590, 609, 608]
lower-news-block: [352, 1198, 1067, 1712]
price-label: Τράπεζα Ἀθηνῶν: [112, 481, 203, 494]
price-row: [112, 535, 348, 549]
coins-title: ΝΟΜΙΣΜΑΤΑ: [190, 757, 270, 772]
headline-turkey-crisis: Η ΥΠΟΥΡΓΙΚΗ ΚΡΙΣΙΣ ΕΝ ΤΟΥΡΚΙΑ: [484, 337, 935, 366]
subscriptions-list-2: [112, 333, 348, 360]
train-crash-text: ΒΕΡΟΛΙΝΟΝ, Μεσονύκτιον Τρίτης.—Εἰς τήν Σάρτρην τῆς Γαλλίας ἐγένετο σύγκρουσις δύο ἁμαξοστοιχιῶν. Ἐκ τῆς συγκρούσεως ἐπῆλθεν ἀνάφλεξις συνεπείᾳ τῆς ὁποίας ἐπῆλθον πολλοί θάνατοι. Ἐκ τῶν ἁμαξοστοιχιῶν ἐξήγοντο πτώματα.: [714, 682, 1067, 750]
price-value: 92.50: [317, 1107, 348, 1120]
price-label: Τουρκίας: [112, 889, 162, 902]
column-telegrams: [352, 118, 1067, 2133]
price-value: 115.—: [314, 687, 348, 700]
post-title: ΤΑΧΥΔΡΟΜΕΙΟΝ: [1145, 1225, 1264, 1242]
